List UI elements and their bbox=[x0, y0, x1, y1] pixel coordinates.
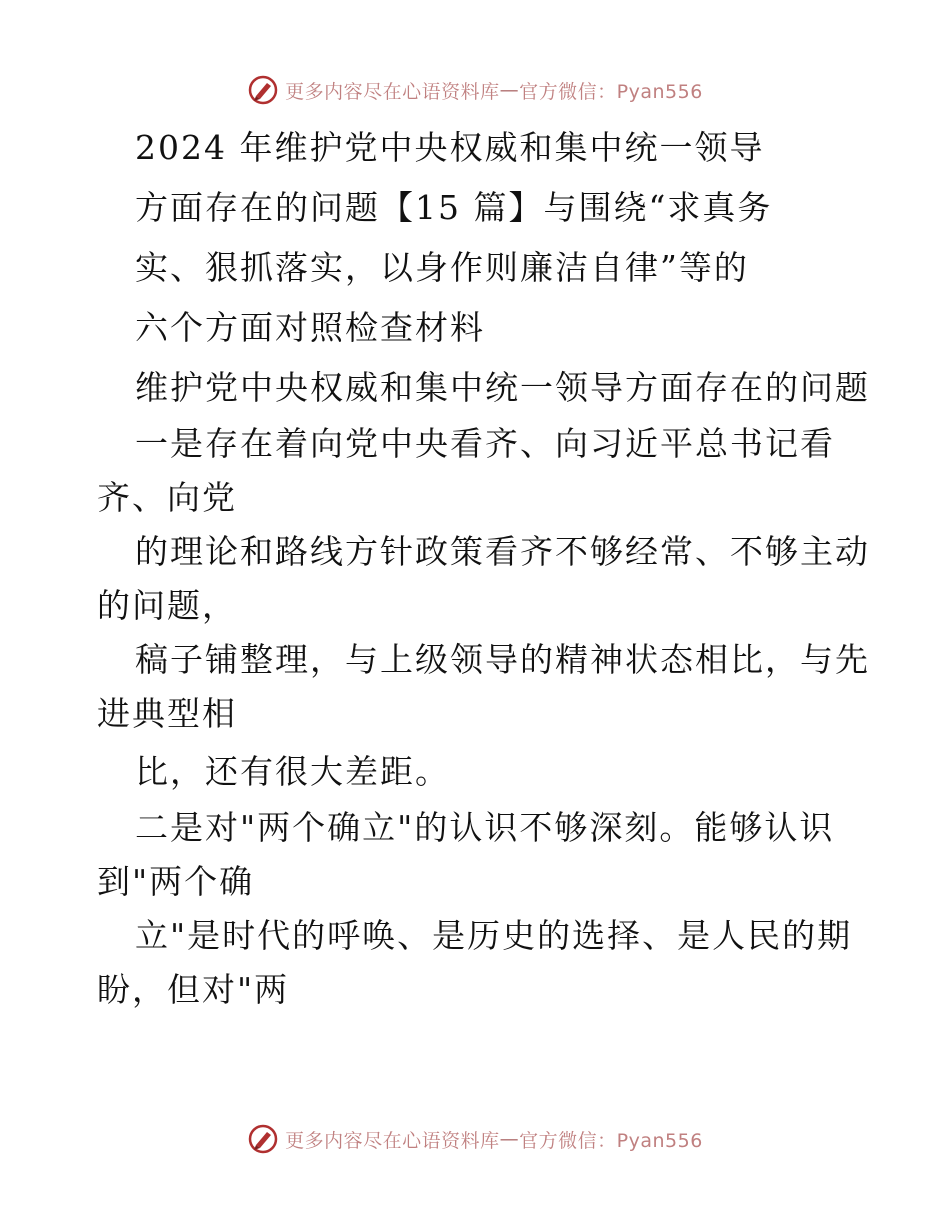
paragraph-line: 盼，但对"两 bbox=[97, 970, 290, 1009]
title-line-2: 方面存在的问题【15 篇】与围绕“求真务 bbox=[135, 188, 773, 227]
title-line-3: 实、狠抓落实，以身作则廉洁自律”等的 bbox=[135, 248, 749, 287]
paragraph-line: 维护党中央权威和集中统一领导方面存在的问题 bbox=[135, 368, 870, 407]
paragraph-line: 比，还有很大差距。 bbox=[135, 752, 450, 791]
watermark-contact: 官方微信：Pyan556 bbox=[519, 80, 703, 103]
paragraph-line: 齐、向党 bbox=[97, 478, 237, 517]
paragraph-line: 二是对"两个确立"的认识不够深刻。能够认识 bbox=[135, 808, 835, 847]
paragraph-line: 一是存在着向党中央看齐、向习近平总书记看 bbox=[135, 424, 835, 463]
title-line-4: 六个方面对照检查材料 bbox=[135, 308, 485, 347]
document-body bbox=[97, 118, 870, 1018]
pen-logo-icon bbox=[247, 74, 279, 106]
header-watermark bbox=[0, 70, 950, 110]
paragraph-line: 到"两个确 bbox=[97, 862, 255, 901]
watermark-text: 更多内容尽在心语资料库 bbox=[285, 80, 500, 103]
pen-logo-icon bbox=[247, 1123, 279, 1155]
paragraph-line: 的问题， bbox=[97, 586, 237, 625]
paragraph-line: 稿子铺整理，与上级领导的精神状态相比，与先 bbox=[135, 640, 870, 679]
watermark-dash: — bbox=[499, 1128, 520, 1150]
title-line-1: 2024 年维护党中央权威和集中统一领导 bbox=[135, 128, 765, 167]
watermark-text: 更多内容尽在心语资料库 bbox=[285, 1129, 500, 1152]
paragraph-line: 进典型相 bbox=[97, 694, 237, 733]
paragraph-line: 的理论和路线方针政策看齐不够经常、不够主动 bbox=[135, 532, 870, 571]
paragraph-line: 立"是时代的呼唤、是历史的选择、是人民的期 bbox=[135, 916, 853, 955]
footer-watermark bbox=[0, 1119, 950, 1159]
watermark-dash: — bbox=[499, 79, 520, 101]
watermark-contact: 官方微信：Pyan556 bbox=[519, 1129, 703, 1152]
